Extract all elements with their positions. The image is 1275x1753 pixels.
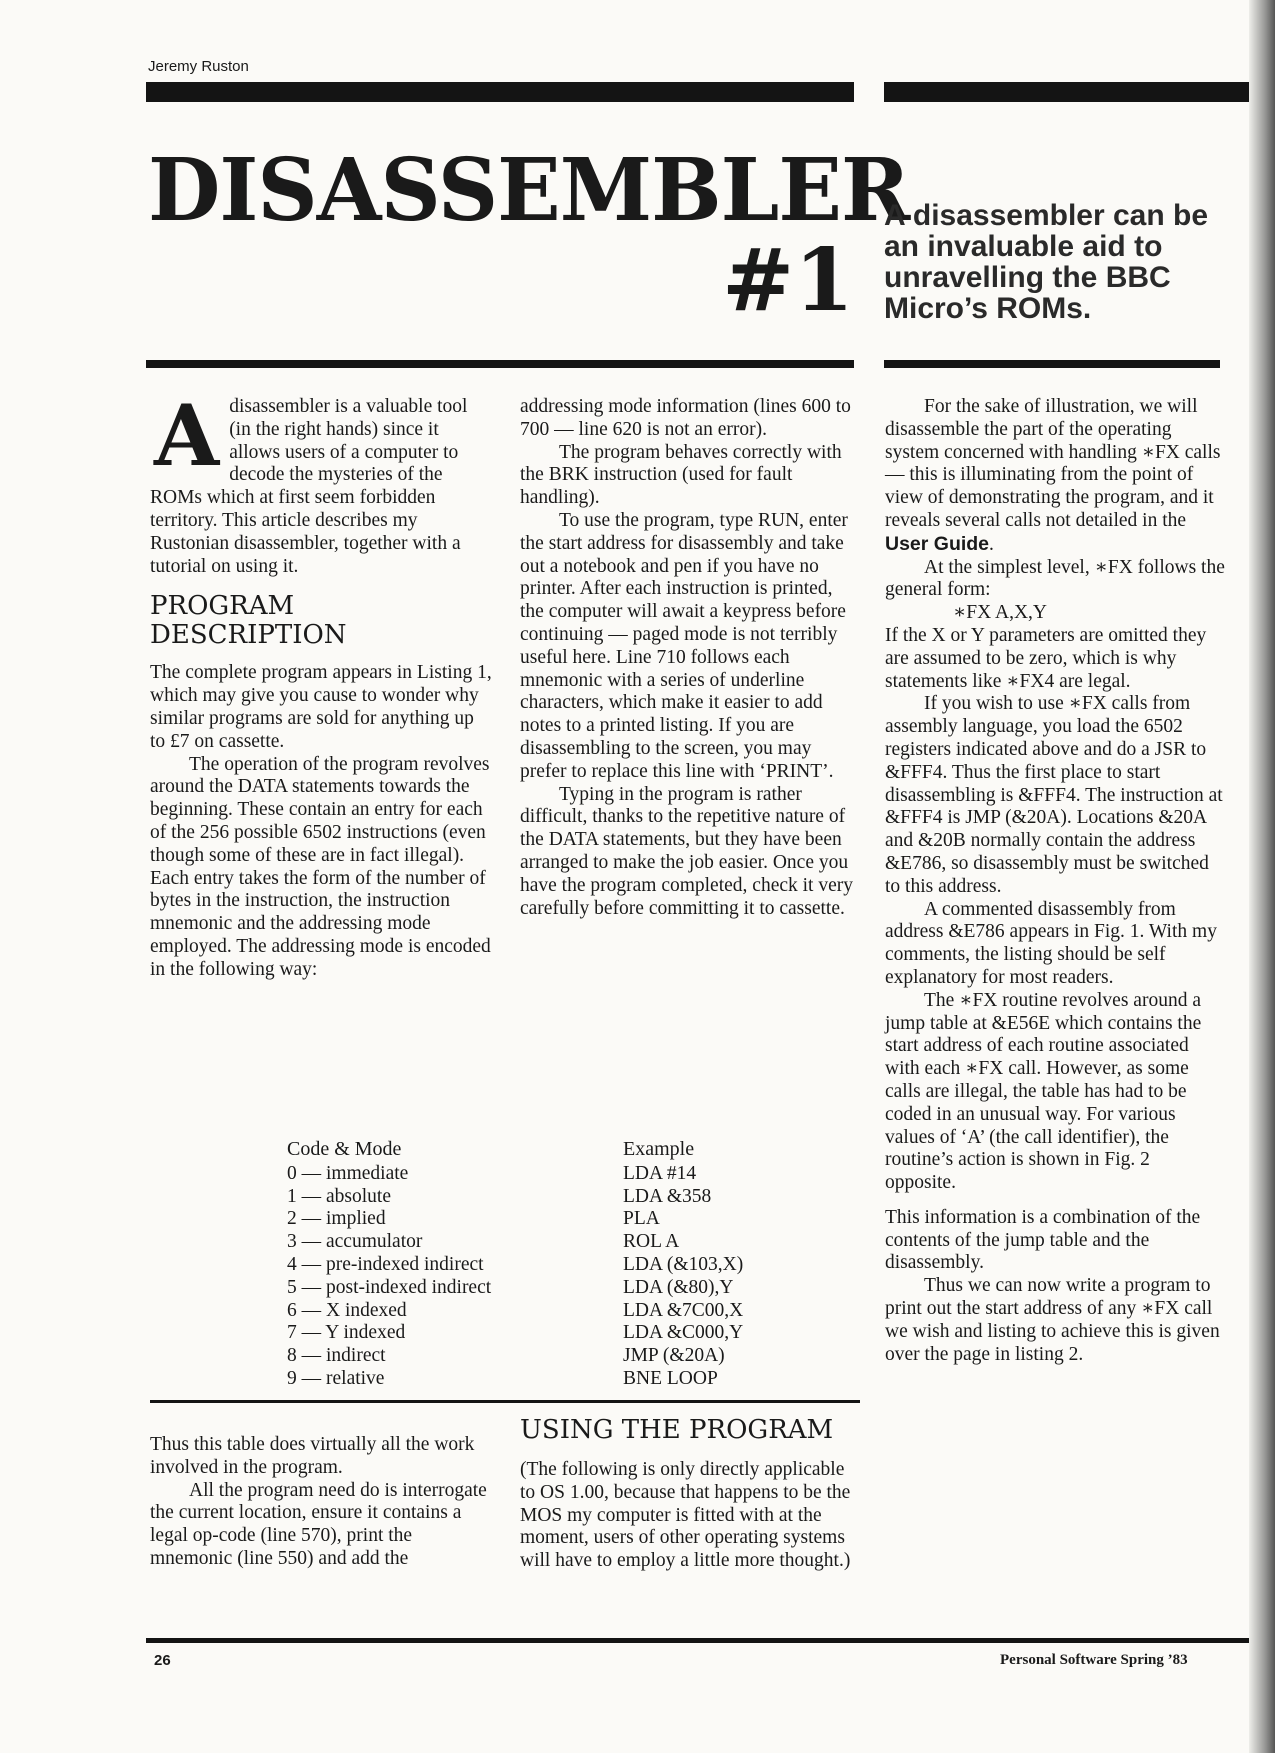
table-row bbox=[287, 1254, 843, 1277]
mode-cell: 8 — indirect bbox=[287, 1345, 386, 1367]
paragraph: The operation of the program revolves around the DATA statements towards the beginning. These contain an entry for each of the 256 possible 6502 instructions (even though some of these are in fact illegal). Each entry takes the form of the number of bytes in the instruction, the instruction mnemonic and the addressing mode employed. The addressing mode is encoded in the following way: bbox=[150, 753, 491, 980]
table-row bbox=[287, 1322, 843, 1345]
mode-cell: 3 — accumulator bbox=[287, 1231, 423, 1253]
table-row bbox=[287, 1208, 843, 1231]
table-row bbox=[287, 1368, 843, 1391]
author-byline: Jeremy Ruston bbox=[148, 58, 249, 75]
example-cell: LDA #14 bbox=[623, 1162, 697, 1184]
paragraph: If the X or Y parameters are omitted they are assumed to be zero, which is why statements like ∗FX4 are legal. bbox=[885, 624, 1207, 692]
paragraph: (The following is only directly applicable to OS 1.00, because that happens to be the MOS my computer is fitted with at the moment, users of other operating systems will have to employ a little more thought.) bbox=[520, 1459, 851, 1572]
example-cell: LDA &358 bbox=[623, 1185, 712, 1207]
example-cell: LDA &C000,Y bbox=[623, 1322, 744, 1344]
paragraph: At the simplest level, ∗FX follows the general form: bbox=[885, 556, 1225, 601]
title-rule-right bbox=[884, 360, 1220, 368]
example-cell: LDA (&80),Y bbox=[623, 1276, 734, 1298]
example-cell: PLA bbox=[623, 1208, 660, 1230]
addressing-mode-table bbox=[287, 1138, 843, 1391]
table-row bbox=[287, 1277, 843, 1300]
column-1 bbox=[150, 386, 492, 982]
intro-paragraph: disassembler is a valuable tool (in the right hands) since it allows users of a computer to decode the mysteries of the ROMs which at first seem forbidden territory. This article describes my Rustonian disassembler, together with a tutorial on using it. bbox=[150, 396, 468, 577]
bottom-left-column bbox=[150, 1434, 492, 1571]
mode-cell: 1 — absolute bbox=[287, 1185, 391, 1207]
user-guide-title: User Guide bbox=[885, 532, 990, 555]
example-cell: ROL A bbox=[623, 1231, 680, 1253]
paragraph: Thus this table does virtually all the work involved in the program. bbox=[150, 1434, 475, 1478]
article-title: DISASSEMBLER bbox=[148, 140, 910, 241]
paragraph: addressing mode information (lines 600 to 700 — line 620 is not an error). bbox=[520, 396, 851, 440]
paragraph: The ∗FX routine revolves around a jump table at &E56E which contains the start address of each routine associated with each ∗FX call. However, as some calls are illegal, the table has had to be coded in an unusual way. For various values of ‘A’ (the call identifier), the routine’s action is shown in Fig. 2 opposite. bbox=[885, 989, 1202, 1194]
section-heading-program-description: PROGRAM DESCRIPTION bbox=[150, 591, 347, 651]
example-cell: LDA &7C00,X bbox=[623, 1299, 744, 1321]
table-row bbox=[287, 1231, 843, 1254]
paragraph: Typing in the program is rather difficult, thanks to the repetitive nature of the DATA statements, but they have been arranged to make the job easier. Once you have the program completed, check it very carefully before committing it to cassette. bbox=[520, 783, 853, 919]
table-header-row bbox=[287, 1138, 843, 1161]
paragraph: Thus we can now write a program to print out the start address of any ∗FX call we wish and listing to achieve this is given over the page in listing 2. bbox=[885, 1275, 1220, 1365]
column-2 bbox=[520, 396, 856, 920]
example-cell: BNE LOOP bbox=[623, 1367, 718, 1389]
example-cell: LDA (&103,X) bbox=[623, 1253, 744, 1275]
standfirst: A disassembler can be an invaluable aid to unravelling the BBC Micro’s ROMs. bbox=[884, 199, 1209, 325]
paragraph: A commented disassembly from address &E786 appears in Fig. 1. With my comments, the listing should be self explanatory for most readers. bbox=[885, 898, 1217, 988]
mode-cell: 6 — X indexed bbox=[287, 1299, 407, 1321]
paragraph: This information is a combination of the contents of the jump table and the disassembly. bbox=[885, 1206, 1201, 1274]
paragraph-text: For the sake of illustration, we will disassemble the part of the operating system concerned with handling ∗FX calls — this is illuminating from the point of view of demonstrating the program, and it reveals several calls not detailed in the bbox=[885, 396, 1221, 531]
table-row bbox=[287, 1163, 843, 1186]
section-heading-using-the-program: USING THE PROGRAM bbox=[520, 1415, 834, 1445]
mode-cell: 2 — implied bbox=[287, 1208, 386, 1230]
page-number: 26 bbox=[154, 1652, 171, 1669]
paragraph: If you wish to use ∗FX calls from assembly language, you load the 6502 registers indicated above and do a JSR to &FFF4. Thus the first place to start disassembling is &FFF4. The instruction at &FFF4 is JMP (&20A). Locations &20A and &20B normally contain the address &E786, so disassembly must be switched to this address. bbox=[885, 693, 1223, 897]
paragraph: To use the program, type RUN, enter the start address for disassembly and take out a notebook and pen if you have no printer. After each instruction is printed, the computer will await a keypress before continuing — paged mode is not terribly useful here. Line 710 follows each mnemonic with a series of underline characters, which make it easier to add notes to a printed listing. If you are disassembling to the screen, you may prefer to replace this line with ‘PRINT’. bbox=[520, 509, 848, 782]
table-row bbox=[287, 1186, 843, 1209]
mode-cell: 0 — immediate bbox=[287, 1162, 409, 1184]
mode-cell: 4 — pre-indexed indirect bbox=[287, 1253, 484, 1275]
mode-cell: 9 — relative bbox=[287, 1367, 385, 1389]
paragraph bbox=[885, 396, 1225, 557]
title-rule-left bbox=[146, 360, 854, 368]
table-row bbox=[287, 1345, 843, 1368]
table-rule bbox=[150, 1400, 860, 1403]
paragraph-text: . bbox=[989, 533, 994, 555]
page-edge-shadow bbox=[1249, 0, 1275, 1753]
paragraph: All the program need do is interrogate the current location, ensure it contains a legal op-code (line 570), print the mnemonic (line 550) and add the bbox=[150, 1479, 487, 1569]
column-3 bbox=[885, 396, 1225, 1366]
magazine-issue: Personal Software Spring ’83 bbox=[1000, 1652, 1188, 1668]
paragraph: The program behaves correctly with the BRK instruction (used for fault handling). bbox=[520, 441, 842, 509]
footer-rule bbox=[146, 1638, 1250, 1643]
column-header-example: Example bbox=[623, 1138, 695, 1160]
example-cell: JMP (&20A) bbox=[623, 1345, 725, 1367]
mode-cell: 7 — Y indexed bbox=[287, 1322, 406, 1344]
fx-general-form: ∗FX A,X,Y bbox=[953, 602, 1047, 624]
paragraph: The complete program appears in Listing 1, which may give you cause to wonder why similar programs are sold for anything up to £7 on cassette. bbox=[150, 662, 492, 752]
top-rule-right bbox=[884, 82, 1250, 102]
drop-cap: A bbox=[154, 386, 220, 485]
bottom-middle-column bbox=[520, 1416, 856, 1573]
table-row bbox=[287, 1300, 843, 1323]
mode-cell: 5 — post-indexed indirect bbox=[287, 1276, 492, 1298]
article-number: #1 bbox=[722, 230, 854, 331]
column-header-mode: Code & Mode bbox=[287, 1138, 402, 1160]
top-rule-left bbox=[146, 82, 854, 102]
